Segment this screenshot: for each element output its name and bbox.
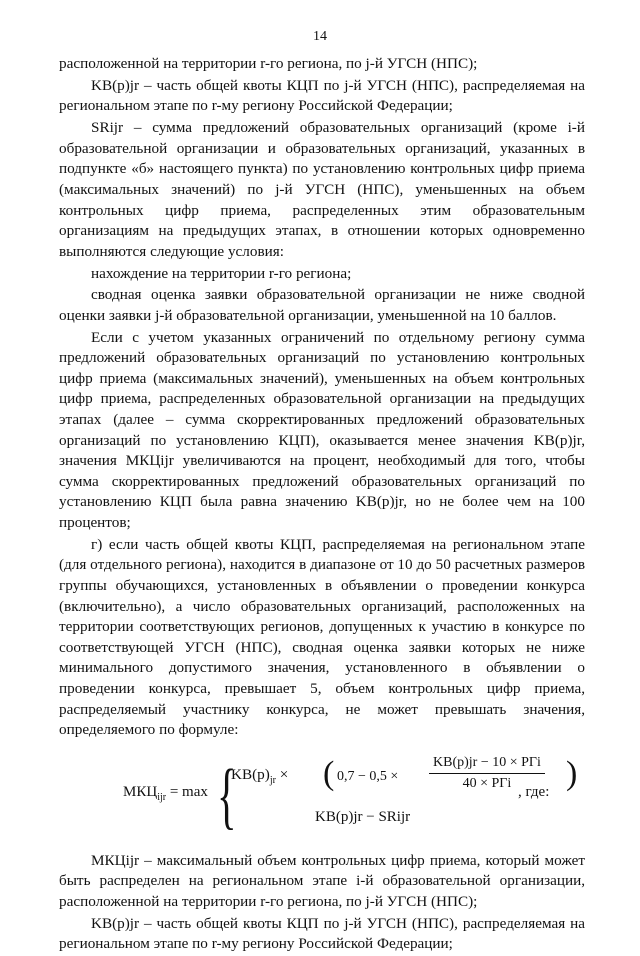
- paragraph: МКЦijr – максимальный объем контрольных цифр приема, который может быть распределен на региональном этапе i-й образовательной организации, расположенной на территории r-го региона, по j-й УГСН (НПС);: [59, 851, 585, 910]
- formula-coef: 0,7 − 0,5 ×: [337, 768, 399, 784]
- formula-lhs: [123, 782, 208, 809]
- formula-brace: {: [217, 754, 237, 837]
- formula-suffix: , где:: [518, 783, 550, 800]
- formula-line2: KB(p)jr − SRijr: [315, 808, 411, 825]
- formula-kb-sub: jr: [269, 774, 276, 786]
- paragraph: нахождение на территории r-го региона;: [91, 264, 352, 282]
- paragraph: Если с учетом указанных ограничений по отдельному региону сумма предложений образовательных организаций по установлению контрольных цифр приема (максимальных значений), уменьшенных на объем контрольных цифр приема, распределенных образовательной организации на предыдущих этапах (далее – сумма скорректированных предложений образовательных организаций по установлению КЦП), оказывается менее значения KB(p)jr, значения МКЦijr увеличиваются на процент, необходимый для того, чтобы сумма скорректированных предложений образовательных организаций по установлению КЦП была равна значению KB(p)jr, но не более чем на 100 процентов;: [59, 328, 585, 531]
- formula-kb: KB(p): [231, 765, 270, 783]
- formula-lhs-symbol: МКЦ: [123, 783, 158, 800]
- paragraph: SRijr – сумма предложений образовательных организаций (кроме i-й образовательной организации и образовательных организаций, указанных в подпункте «б» настоящего пункта) по установлению контрольных цифр приема (максимальных значений) по j-й УГСН (НПС), уменьшенных на объем контрольных цифр приема, распределенных этим образовательным организациям на предыдущих этапах, в отношении которых одновременно выполняются следующие условия:: [59, 119, 585, 260]
- formula: [59, 753, 585, 839]
- formula-denominator: 40 × PГi: [462, 776, 512, 792]
- formula-times: ×: [279, 765, 289, 783]
- formula-line1: $KB(p)_{jr}$ × ( 0,7 − 0,5 × KB(p)jr − 10 × PГi 40 × PГi ): [231, 757, 531, 793]
- formula-lhs-sub: ijr: [157, 791, 167, 803]
- paragraph: расположенной на территории r-го региона, по j-й УГСН (НПС);: [59, 55, 478, 72]
- paragraph: сводная оценка заявки образовательной организации не ниже сводной оценки заявки j-й образовательной организации, уменьшенной на 10 баллов.: [59, 286, 585, 324]
- paragraph: KB(p)jr – часть общей квоты КЦП по j-й УГСН (НПС), распределяемая на региональном этапе по r-му региону Российской Федерации;: [59, 76, 585, 115]
- document-body: [59, 54, 585, 956]
- paragraph: KB(p)jr – часть общей квоты КЦП по j-й УГСН (НПС), распределяемая на региональном этапе по r-му региону Российской Федерации;: [59, 914, 585, 953]
- page-number: 14: [313, 29, 327, 44]
- paragraph: г) если часть общей квоты КЦП, распределяемая на региональном этапе (для отдельного региона), находится в диапазоне от 10 до 50 расчетных размеров группы обучающихся, установленных в объявлении о проведении конкурса (включительно), а число образовательных организаций, расположенных на территории соответствующих регионов, допущенных к участию в конкурсе по соответствующей УГСН (НПС), сводная оценка заявки которых не ниже минимального допустимого значения, установленного в объявлении о проведении конкурса, превышает 5, объем контрольных цифр приема, распределяемый участнику конкурса, не может превышать значения, определяемого по формуле:: [59, 535, 585, 739]
- formula-equals-max: = max: [169, 783, 208, 800]
- formula-numerator: KB(p)jr − 10 × PГi: [429, 753, 545, 775]
